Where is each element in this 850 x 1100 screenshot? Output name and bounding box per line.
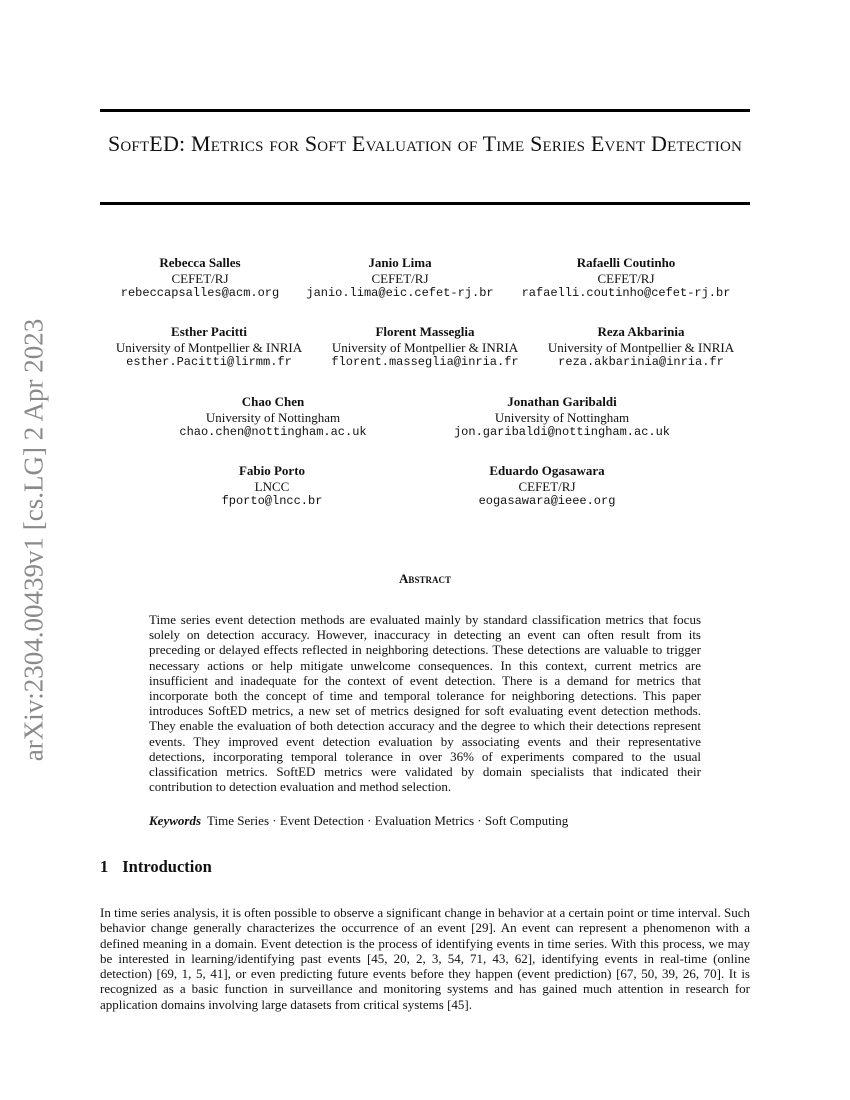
keywords-label: Keywords xyxy=(149,813,201,828)
author-affiliation: University of Montpellier & INRIA xyxy=(547,339,735,355)
author-affiliation: University of Nottingham xyxy=(494,409,630,425)
author-block xyxy=(300,324,550,371)
author-block xyxy=(147,463,397,510)
author-email[interactable]: rebeccapsalles@acm.org xyxy=(120,286,280,300)
author-name: Chao Chen xyxy=(241,394,305,409)
author-name: Rebecca Salles xyxy=(159,255,241,270)
author-block xyxy=(275,255,525,302)
author-block xyxy=(422,463,672,510)
author-block xyxy=(516,324,766,371)
author-affiliation: University of Nottingham xyxy=(205,409,341,425)
arxiv-stamp-text: arXiv:2304.00439v1 [cs.LG] 2 Apr 2023 xyxy=(18,318,49,762)
author-affiliation: CEFET/RJ xyxy=(171,270,229,286)
author-name: Rafaelli Coutinho xyxy=(576,255,676,270)
author-email[interactable]: jon.garibaldi@nottingham.ac.uk xyxy=(453,425,671,439)
arxiv-stamp xyxy=(14,300,54,780)
author-name: Fabio Porto xyxy=(238,463,306,478)
abstract-text: Time series event detection methods are evaluated mainly by standard classification metrics that focus solely on detection accuracy. However, inaccuracy in detecting an event can often result from its preceding or delayed effects reflected in neighboring detections. These detections are valuable to trigger necessary actions or help mitigate unwelcome consequences. In this context, current metrics are insufficient and inadequate for the context of event detection. There is a demand for metrics that incorporate both the concept of time and temporal tolerance for neighboring detections. This paper introduces SoftED metrics, a new set of metrics designed for soft evaluating event detection methods. They enable the evaluation of both detection accuracy and the degree to which their detections represent events. They improved event detection evaluation by associating events and their representative detections, incorporating temporal tolerance in over 36% of experiments compared to the usual classification metrics. SoftED metrics were validated by domain specialists that indicated their contribution to detection evaluation and method selection. xyxy=(149,612,701,795)
introduction-text: In time series analysis, it is often possible to observe a significant change in behavior at a certain point or time interval. Such behavior change generally characterizes the occurrence of an event [29]. An event can represent a phenomenon with a defined meaning in a domain. Event detection is the process of identifying events in time series. With this process, we may be interested in learning/identifying past events [45, 20, 2, 3, 54, 71, 43, 62], identifying events in real-time (online detection) [69, 1, 5, 41], or even predicting future events before they happen (event prediction) [67, 50, 39, 26, 70]. It is recognized as a basic function in surveillance and monitoring systems and has gained much attention in research for application domains involving large datasets from critical systems [45]. xyxy=(100,905,750,1012)
author-name: Janio Lima xyxy=(368,255,432,270)
author-email[interactable]: esther.Pacitti@lirmm.fr xyxy=(126,355,292,369)
keywords-text: Time Series · Event Detection · Evaluation Metrics · Soft Computing xyxy=(207,813,569,828)
author-affiliation: University of Montpellier & INRIA xyxy=(115,339,303,355)
author-affiliation: CEFET/RJ xyxy=(518,478,576,494)
author-name: Esther Pacitti xyxy=(171,324,247,339)
author-block xyxy=(84,324,334,371)
section-number: 1 xyxy=(100,857,109,876)
author-block xyxy=(148,394,398,441)
author-email[interactable]: florent.masseglia@inria.fr xyxy=(331,355,519,369)
paper-title: SoftED: Metrics for Soft Evaluation of Time Series Event Detection xyxy=(107,131,743,156)
author-affiliation: LNCC xyxy=(254,478,290,494)
author-block xyxy=(501,255,751,302)
author-affiliation: University of Montpellier & INRIA xyxy=(331,339,519,355)
author-block xyxy=(437,394,687,441)
author-email[interactable]: eogasawara@ieee.org xyxy=(478,494,616,508)
author-affiliation: CEFET/RJ xyxy=(597,270,655,286)
author-name: Reza Akbarinia xyxy=(597,324,685,339)
section-title: Introduction xyxy=(122,857,212,876)
author-name: Eduardo Ogasawara xyxy=(489,463,605,478)
section-heading xyxy=(100,857,212,877)
author-affiliation: CEFET/RJ xyxy=(371,270,429,286)
author-email[interactable]: rafaelli.coutinho@cefet-rj.br xyxy=(521,286,731,300)
title-rule-bottom xyxy=(100,202,750,205)
author-email[interactable]: chao.chen@nottingham.ac.uk xyxy=(179,425,367,439)
author-email[interactable]: fporto@lncc.br xyxy=(221,494,323,508)
keywords-line xyxy=(149,813,701,829)
author-name: Florent Masseglia xyxy=(375,324,475,339)
author-email[interactable]: janio.lima@eic.cefet-rj.br xyxy=(306,286,494,300)
author-email[interactable]: reza.akbarinia@inria.fr xyxy=(558,355,724,369)
title-rule-top xyxy=(100,109,750,112)
author-name: Jonathan Garibaldi xyxy=(507,394,617,409)
abstract-heading: Abstract xyxy=(399,571,451,586)
